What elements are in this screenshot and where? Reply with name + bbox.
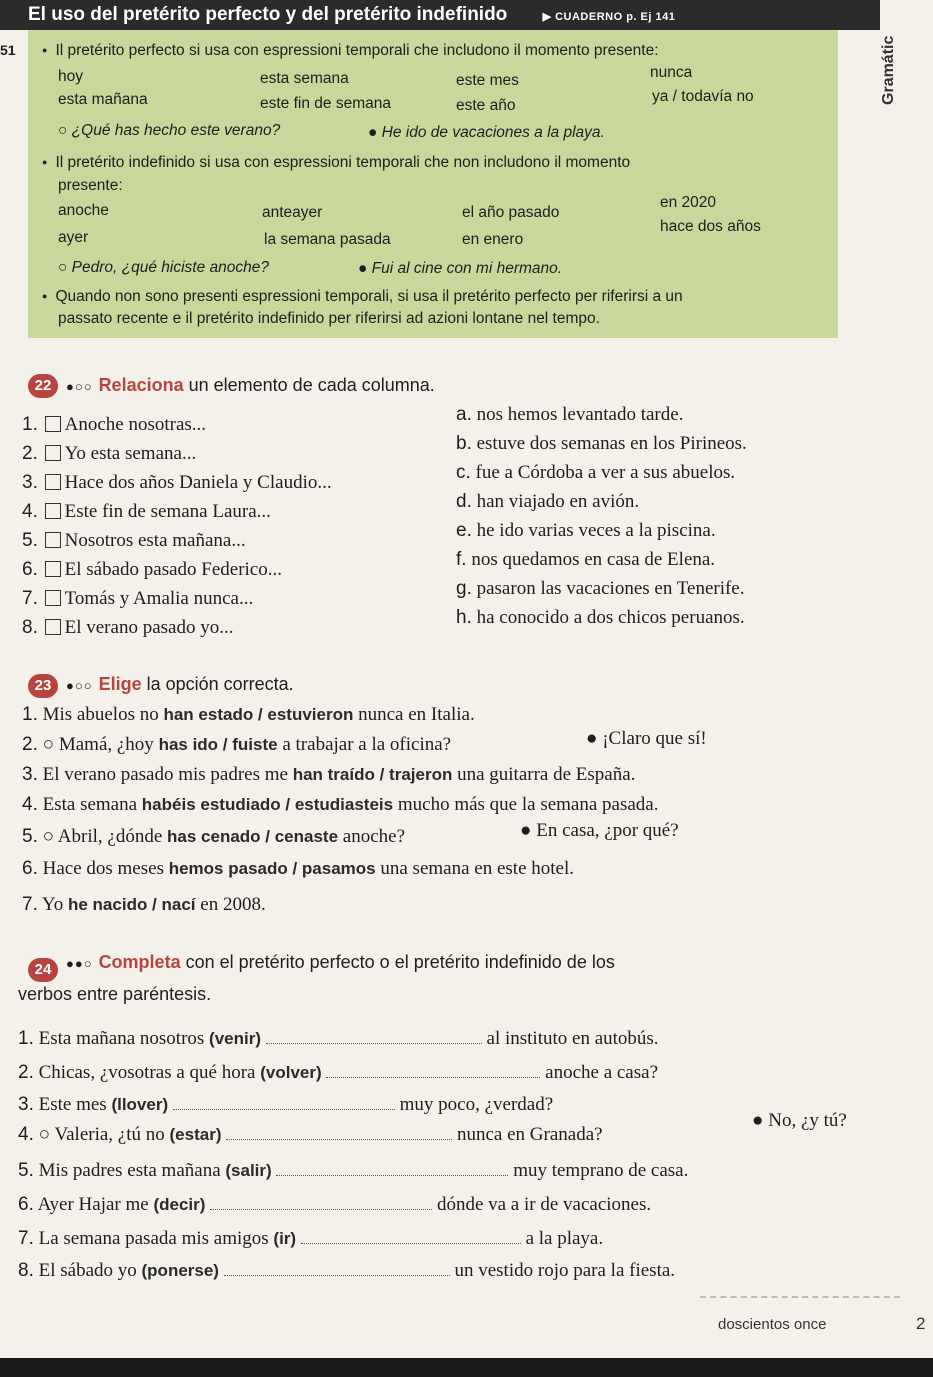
option-choice[interactable]: han estado / estuvieron <box>163 705 354 724</box>
answer-blank[interactable] <box>173 1095 395 1110</box>
fill-item: 7. La semana pasada mis amigos (ir) a la playa. <box>18 1228 604 1249</box>
exercise-number: 24 <box>28 958 58 982</box>
choice-item: 5. ○ Abril, ¿dónde has cenado / cenaste anoche? <box>22 826 406 847</box>
marker: anoche <box>58 202 109 219</box>
example-2-answer: ● Fui al cine con mi hermano. <box>358 260 563 277</box>
rule-3-cont: passato recente e il pretérito indefinido per riferirsi ad azioni lontane nel tempo. <box>58 310 600 327</box>
marker: esta semana <box>260 70 349 87</box>
exercise-24-title-cont: verbos entre paréntesis. <box>18 984 212 1004</box>
marker: este año <box>456 97 516 114</box>
exercise-22-title: ●○○ Relaciona un elemento de cada columna. <box>66 375 435 395</box>
marker: ya / todavía no <box>652 88 754 105</box>
choice-item: 4. Esta semana habéis estudiado / estudiasteis mucho más que la semana pasada. <box>22 794 659 815</box>
marker: este mes <box>456 72 519 89</box>
match-left-item: 6. El sábado pasado Federico... <box>22 559 282 580</box>
answer-blank[interactable] <box>210 1195 432 1210</box>
option-choice[interactable]: han traído / trajeron <box>292 765 453 784</box>
choice-item: 1. Mis abuelos no han estado / estuvieron nunca en Italia. <box>22 704 475 725</box>
exercise-23-title: ●○○ Elige la opción correcta. <box>66 674 294 694</box>
example-1-question: ○ ¿Qué has hecho este verano? <box>58 122 281 139</box>
answer-blank[interactable] <box>224 1261 450 1276</box>
fill-item: 6. Ayer Hajar me (decir) dónde va a ir de vacaciones. <box>18 1194 652 1215</box>
rule-2-cont: presente: <box>58 177 123 194</box>
option-choice[interactable]: has cenado / cenaste <box>167 827 339 846</box>
fill-item: 1. Esta mañana nosotros (venir) al instituto en autobús. <box>18 1028 659 1049</box>
answer-box[interactable] <box>45 619 61 635</box>
marker: esta mañana <box>58 91 148 108</box>
match-left-item: 3. Hace dos años Daniela y Claudio... <box>22 472 332 493</box>
section-header <box>0 0 880 30</box>
answer-box[interactable] <box>45 590 61 606</box>
match-right-item: c. fue a Córdoba a ver a sus abuelos. <box>456 462 736 483</box>
page-number-digit: 2 <box>916 1314 926 1333</box>
answer-blank[interactable] <box>301 1229 521 1244</box>
fill-item: 8. El sábado yo (ponerse) un vestido rojo para la fiesta. <box>18 1260 676 1281</box>
dialogue-reply: ● No, ¿y tú? <box>752 1110 847 1131</box>
match-right-item: b. estuve dos semanas en los Pirineos. <box>456 433 747 454</box>
match-right-item: g. pasaron las vacaciones en Tenerife. <box>456 578 745 599</box>
choice-item: 3. El verano pasado mis padres me han traído / trajeron una guitarra de España. <box>22 764 636 785</box>
match-left-item: 5. Nosotros esta mañana... <box>22 530 246 551</box>
side-label: Gramátic <box>880 35 897 105</box>
footer-divider <box>700 1296 900 1298</box>
answer-box[interactable] <box>45 474 61 490</box>
fill-item: 2. Chicas, ¿vosotras a qué hora (volver) anoche a casa? <box>18 1062 658 1083</box>
exercise-number: 22 <box>28 374 58 398</box>
answer-blank[interactable] <box>326 1063 540 1078</box>
page-number-words: doscientos once <box>718 1316 827 1333</box>
marker: el año pasado <box>462 204 560 221</box>
rule-2: ● Il pretérito indefinido si usa con espressioni temporali che non includono il momento <box>42 154 630 172</box>
option-choice[interactable]: habéis estudiado / estudiasteis <box>141 795 394 814</box>
marker: este fin de semana <box>260 95 391 112</box>
marker: hoy <box>58 68 83 85</box>
marker: en enero <box>462 231 524 248</box>
option-choice[interactable]: has ido / fuiste <box>158 735 278 754</box>
match-right-item: d. han viajado en avión. <box>456 491 640 512</box>
rule-1: ● Il pretérito perfecto si usa con espressioni temporali che includono il momento presente: <box>42 42 659 60</box>
choice-item: 7. Yo he nacido / nací en 2008. <box>22 894 266 915</box>
exercise-number: 23 <box>28 674 58 698</box>
fill-item: 3. Este mes (llover) muy poco, ¿verdad? <box>18 1094 554 1115</box>
marker: la semana pasada <box>264 231 391 248</box>
answer-box[interactable] <box>45 503 61 519</box>
section-title: El uso del pretérito perfecto y del pretérito indefinido <box>28 4 508 25</box>
margin-number: 51 <box>0 42 16 58</box>
marker: hace dos años <box>660 218 761 235</box>
option-choice[interactable]: he nacido / nací <box>67 895 196 914</box>
marker: en 2020 <box>660 194 717 211</box>
answer-box[interactable] <box>45 445 61 461</box>
marker: anteayer <box>262 204 323 221</box>
answer-blank[interactable] <box>266 1029 482 1044</box>
exercise-24-title: ●●○ Completa con el pretérito perfecto o el pretérito indefinido de los <box>66 952 615 972</box>
match-left-item: 2. Yo esta semana... <box>22 443 197 464</box>
match-right-item: h. ha conocido a dos chicos peruanos. <box>456 607 745 628</box>
marker: nunca <box>650 64 693 81</box>
example-1-answer: ● He ido de vacaciones a la playa. <box>368 124 605 141</box>
option-choice[interactable]: hemos pasado / pasamos <box>168 859 376 878</box>
cuaderno-reference: ▶ CUADERNO p. Ej 141 <box>542 11 676 23</box>
answer-blank[interactable] <box>276 1161 508 1176</box>
match-left-item: 4. Este fin de semana Laura... <box>22 501 271 522</box>
match-left-item: 1. Anoche nosotras... <box>22 414 207 435</box>
match-right-item: e. he ido varias veces a la piscina. <box>456 520 716 541</box>
match-right-item: f. nos quedamos en casa de Elena. <box>456 549 716 570</box>
example-2-question: ○ Pedro, ¿qué hiciste anoche? <box>58 259 269 276</box>
marker: ayer <box>58 229 89 246</box>
match-left-item: 7. Tomás y Amalia nunca... <box>22 588 254 609</box>
answer-box[interactable] <box>45 561 61 577</box>
fill-item: 5. Mis padres esta mañana (salir) muy temprano de casa. <box>18 1160 689 1181</box>
answer-box[interactable] <box>45 532 61 548</box>
choice-item: 2. ○ Mamá, ¿hoy has ido / fuiste a trabajar a la oficina? <box>22 734 452 755</box>
rule-3: ● Quando non sono presenti espressioni temporali, si usa il pretérito perfecto per riferirsi a un <box>42 288 683 306</box>
match-right-item: a. nos hemos levantado tarde. <box>456 404 684 425</box>
match-left-item: 8. El verano pasado yo... <box>22 617 234 638</box>
answer-blank[interactable] <box>226 1125 452 1140</box>
dialogue-reply: ● En casa, ¿por qué? <box>520 820 679 841</box>
answer-box[interactable] <box>45 416 61 432</box>
dialogue-reply: ● ¡Claro que sí! <box>586 728 707 749</box>
page-bottom-edge <box>0 1358 933 1377</box>
choice-item: 6. Hace dos meses hemos pasado / pasamos una semana en este hotel. <box>22 858 574 879</box>
fill-item: 4. ○ Valeria, ¿tú no (estar) nunca en Granada? <box>18 1124 603 1145</box>
grammar-box <box>28 30 838 338</box>
